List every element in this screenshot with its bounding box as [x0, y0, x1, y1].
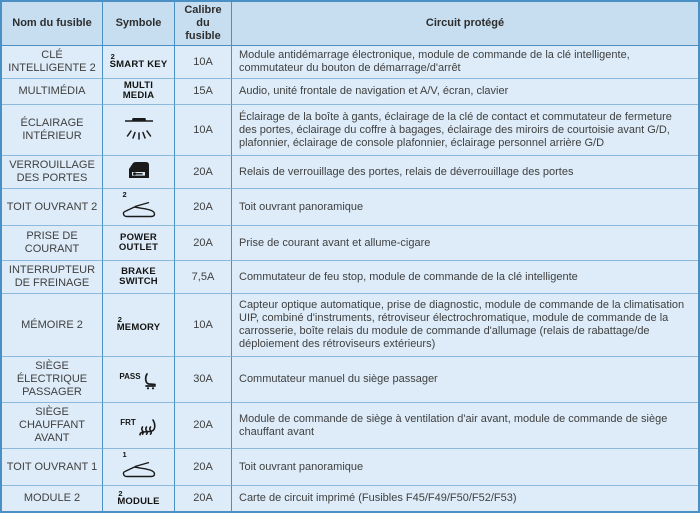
fuse-rating: 20A [175, 188, 232, 225]
col-header-circuit: Circuit protégé [232, 2, 698, 46]
protected-circuit: Toit ouvrant panoramique [232, 188, 698, 225]
symbol-superscript: 2 [117, 315, 122, 324]
fuse-name: CLÉ INTELLIGENTE 2 [2, 46, 103, 78]
protected-circuit: Relais de verrouillage des portes, relais de déverrouillage des portes [232, 155, 698, 188]
table-row [2, 78, 698, 104]
interior-light-icon [124, 116, 154, 140]
fuse-name: SIÈGE ÉLECTRIQUE PASSAGER [2, 356, 103, 402]
symbol-superscript: 1 [122, 450, 127, 459]
fuse-symbol [103, 225, 175, 260]
header-row [2, 2, 698, 46]
fuse-symbol [103, 78, 175, 104]
fuse-name: INTERRUPTEUR DE FREINAGE [2, 260, 103, 293]
fuse-rating: 7,5A [175, 260, 232, 293]
fuse-rating: 15A [175, 78, 232, 104]
symbol-text-line: SWITCH [119, 275, 158, 287]
table-row [2, 448, 698, 485]
passenger-seat-icon [142, 371, 158, 390]
fuse-symbol-content [117, 316, 161, 333]
protected-circuit: Éclairage de la boîte à gants, éclairage de la clé de contact et commutateur de fermeture des portes, éclairage du coffre à bagages, éclairage des miroirs de courtoisie avant G/D, plafonnier, éclairage de console plafonnier, éclairage personnel arrière G/D [232, 104, 698, 155]
fuse-rating: 10A [175, 293, 232, 356]
col-header-symbol: Symbole [103, 2, 175, 46]
fuse-name: ÉCLAIRAGE INTÉRIEUR [2, 104, 103, 155]
col-header-fuse-name: Nom du fusible [2, 2, 103, 46]
fuse-symbol-content [123, 81, 155, 101]
fuse-symbol [103, 485, 175, 511]
protected-circuit: Carte de circuit imprimé (Fusibles F45/F49/F50/F52/F53) [232, 485, 698, 511]
protected-circuit: Audio, unité frontale de navigation et A/V, écran, clavier [232, 78, 698, 104]
symbol-text-line: MODULE [117, 495, 160, 507]
sunroof-icon [122, 458, 156, 479]
symbol-text-line: MEDIA [122, 90, 155, 101]
fuse-symbol-content [117, 490, 159, 507]
fuse-symbol [103, 155, 175, 188]
fuse-symbol-content [120, 417, 157, 437]
fuse-rating: 20A [175, 448, 232, 485]
fuse-name: TOIT OUVRANT 2 [2, 188, 103, 225]
table-row [2, 293, 698, 356]
fuse-name: PRISE DE COURANT [2, 225, 103, 260]
table-row [2, 402, 698, 448]
col-header-rating: Calibre du fusible [175, 2, 232, 46]
table-body [2, 46, 698, 511]
fuse-symbol-content [110, 53, 168, 70]
fuse-rating: 10A [175, 104, 232, 155]
fuse-symbol-content [124, 116, 154, 140]
door-lock-icon [126, 159, 152, 181]
protected-circuit: Capteur optique automatique, prise de diagnostic, module de commande de la climatisation UIP, combiné d'instruments, rétroviseur électrochromatique, module de commande de la carrosserie, boîte relais du module de commande d'allumage (relais de rabattage/de déploiement des rétroviseurs extérieurs) [232, 293, 698, 356]
table-row [2, 46, 698, 78]
fuse-symbol-content [119, 371, 157, 390]
fuse-symbol-content [119, 233, 158, 253]
heated-seat-icon [137, 417, 157, 437]
fuse-name: MÉMOIRE 2 [2, 293, 103, 356]
symbol-label: PASS [119, 372, 141, 381]
symbol-text-line: MULTI [123, 80, 154, 91]
sunroof-icon [122, 198, 156, 219]
fuse-rating: 10A [175, 46, 232, 78]
protected-circuit: Toit ouvrant panoramique [232, 448, 698, 485]
fuse-symbol [103, 402, 175, 448]
symbol-text-line: MEMORY [116, 322, 161, 333]
fuse-rating: 20A [175, 485, 232, 511]
fuse-name: MULTIMÉDIA [2, 78, 103, 104]
symbol-superscript: 2 [118, 488, 123, 498]
fuse-symbol [103, 104, 175, 155]
symbol-label: FRT [120, 417, 136, 427]
table-row [2, 188, 698, 225]
fuse-symbol [103, 46, 175, 78]
fuse-rating: 30A [175, 356, 232, 402]
fuse-symbol [103, 448, 175, 485]
table-row [2, 155, 698, 188]
fuse-symbol [103, 293, 175, 356]
fuse-symbol [103, 188, 175, 225]
table-row [2, 225, 698, 260]
symbol-text-line: OUTLET [118, 241, 159, 253]
fuse-symbol-content [122, 451, 156, 479]
fuse-name: VERROUILLAGE DES PORTES [2, 155, 103, 188]
fuse-name: MODULE 2 [2, 485, 103, 511]
table-row [2, 356, 698, 402]
fuse-rating: 20A [175, 155, 232, 188]
protected-circuit: Module antidémarrage électronique, module de commande de la clé intelligente, commutateur du bouton de démarrage/d'arrêt [232, 46, 698, 78]
symbol-superscript: 2 [110, 52, 115, 61]
symbol-text-line: BRAKE [121, 265, 156, 277]
symbol-text-line: SMART KEY [109, 59, 168, 70]
fuse-name: SIÈGE CHAUFFANT AVANT [2, 402, 103, 448]
symbol-text-line: POWER [120, 231, 157, 243]
fuse-symbol-content [119, 267, 158, 287]
table-row [2, 104, 698, 155]
fuse-symbol-content [122, 191, 156, 219]
fuse-symbol [103, 356, 175, 402]
fuse-symbol [103, 260, 175, 293]
protected-circuit: Prise de courant avant et allume-cigare [232, 225, 698, 260]
table-row [2, 485, 698, 511]
symbol-superscript: 2 [122, 190, 127, 199]
protected-circuit: Commutateur manuel du siège passager [232, 356, 698, 402]
fuse-rating: 20A [175, 402, 232, 448]
fuse-rating: 20A [175, 225, 232, 260]
protected-circuit: Commutateur de feu stop, module de commande de la clé intelligente [232, 260, 698, 293]
fuse-symbol-content [126, 159, 152, 181]
fuse-name: TOIT OUVRANT 1 [2, 448, 103, 485]
protected-circuit: Module de commande de siège à ventilation d'air avant, module de commande de siège chauffant avant [232, 402, 698, 448]
table-row [2, 260, 698, 293]
